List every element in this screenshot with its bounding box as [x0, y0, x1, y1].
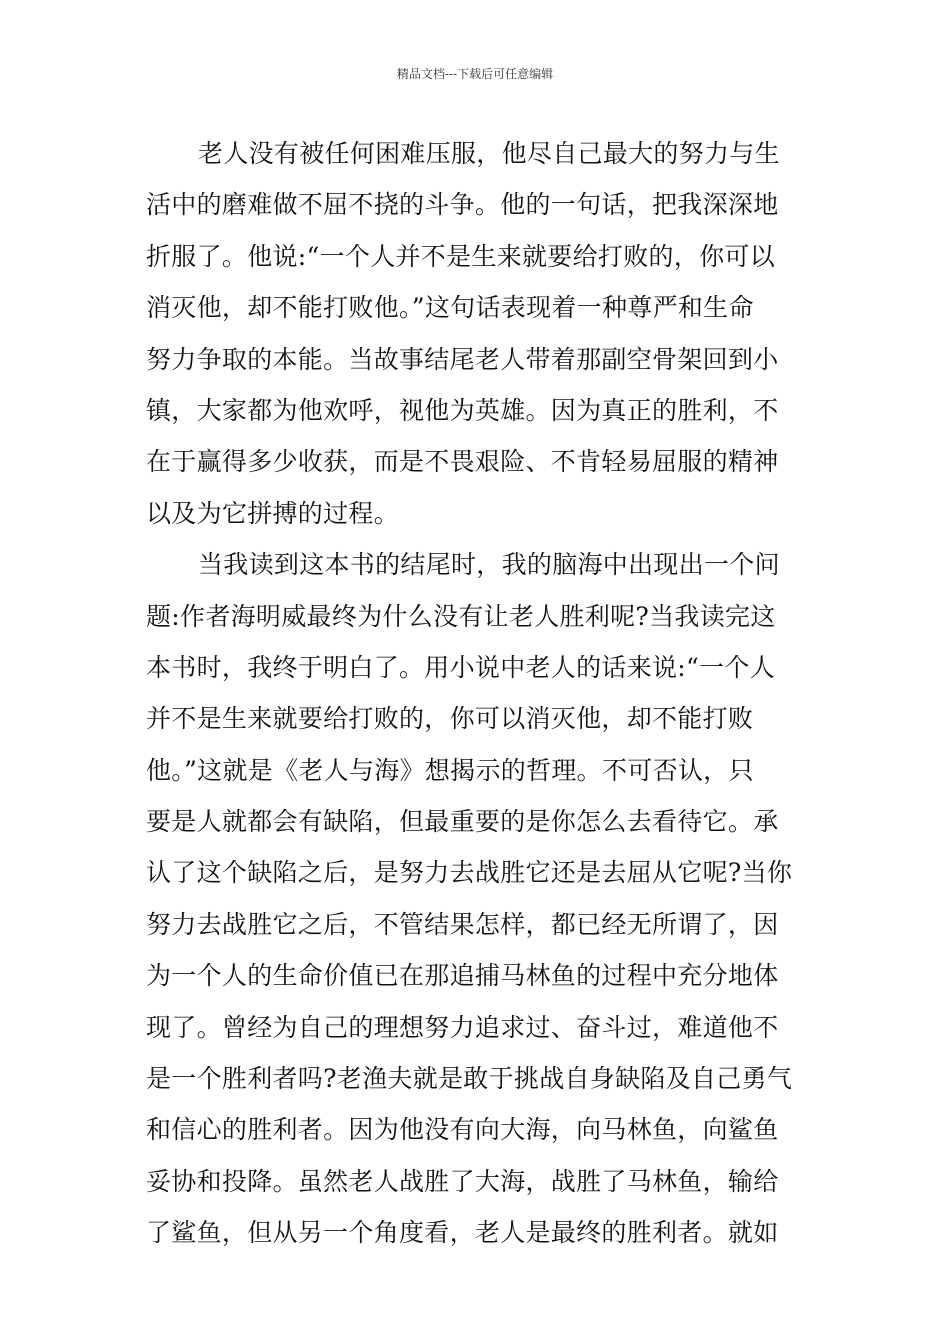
text-line: 活中的磨难做不屈不挠的斗争。他的一句话，把我深深地: [146, 190, 779, 220]
text-line: 题:作者海明威最终为什么没有让老人胜利呢?当我读完这: [146, 601, 776, 631]
page-header: 精品文档---下载后可任意编辑: [396, 67, 554, 81]
paragraph-1: [146, 128, 810, 539]
text-line: 本书时，我终于明白了。用小说中老人的话来说:“一个人: [146, 652, 776, 682]
text-line: 为一个人的生命价值已在那追捕马林鱼的过程中充分地体: [146, 961, 779, 991]
text-line: 现了。曾经为自己的理想努力追求过、奋斗过，难道他不: [146, 1012, 779, 1042]
text-line: 妥协和投降。虽然老人战胜了大海，战胜了马林鱼，输给: [146, 1166, 779, 1196]
text-line: 认了这个缺陷之后，是努力去战胜它还是去屈从它呢?当你: [146, 858, 793, 888]
text-line: 是一个胜利者吗?老渔夫就是敢于挑战自身缺陷及自己勇气: [146, 1064, 793, 1094]
text-line: 折服了。他说:“一个人并不是生来就要给打败的，你可以: [146, 241, 776, 271]
text-line: 努力争取的本能。当故事结尾老人带着那副空骨架回到小: [146, 344, 779, 374]
document-body: [146, 128, 810, 1259]
text-line: 和信心的胜利者。因为他没有向大海，向马林鱼，向鲨鱼: [146, 1115, 779, 1145]
text-line: 老人没有被任何困难压服，他尽自己最大的努力与生: [198, 139, 780, 168]
text-line: 在于赢得多少收获，而是不畏艰险、不肯轻易屈服的精神: [146, 447, 779, 477]
paragraph-2: [146, 539, 810, 1258]
text-line: 并不是生来就要给打败的，你可以消灭他，却不能打败: [146, 704, 754, 734]
text-line: 努力去战胜它之后，不管结果怎样，都已经无所谓了，因: [146, 909, 779, 939]
text-line: 当我读到这本书的结尾时，我的脑海中出现出一个问: [198, 550, 780, 580]
text-line: 镇，大家都为他欢呼，视他为英雄。因为真正的胜利，不: [146, 395, 779, 425]
text-line: 他。”这就是《老人与海》想揭示的哲理。不可否认，只: [146, 755, 754, 785]
text-line: 要是人就都会有缺陷，但最重要的是你怎么去看待它。承: [146, 807, 779, 837]
text-line: 了鲨鱼，但从另一个角度看，老人是最终的胜利者。就如: [146, 1218, 779, 1248]
text-line: 消灭他，却不能打败他。”这句话表现着一种尊严和生命: [146, 293, 754, 323]
text-line: 以及为它拼搏的过程。: [146, 498, 400, 528]
